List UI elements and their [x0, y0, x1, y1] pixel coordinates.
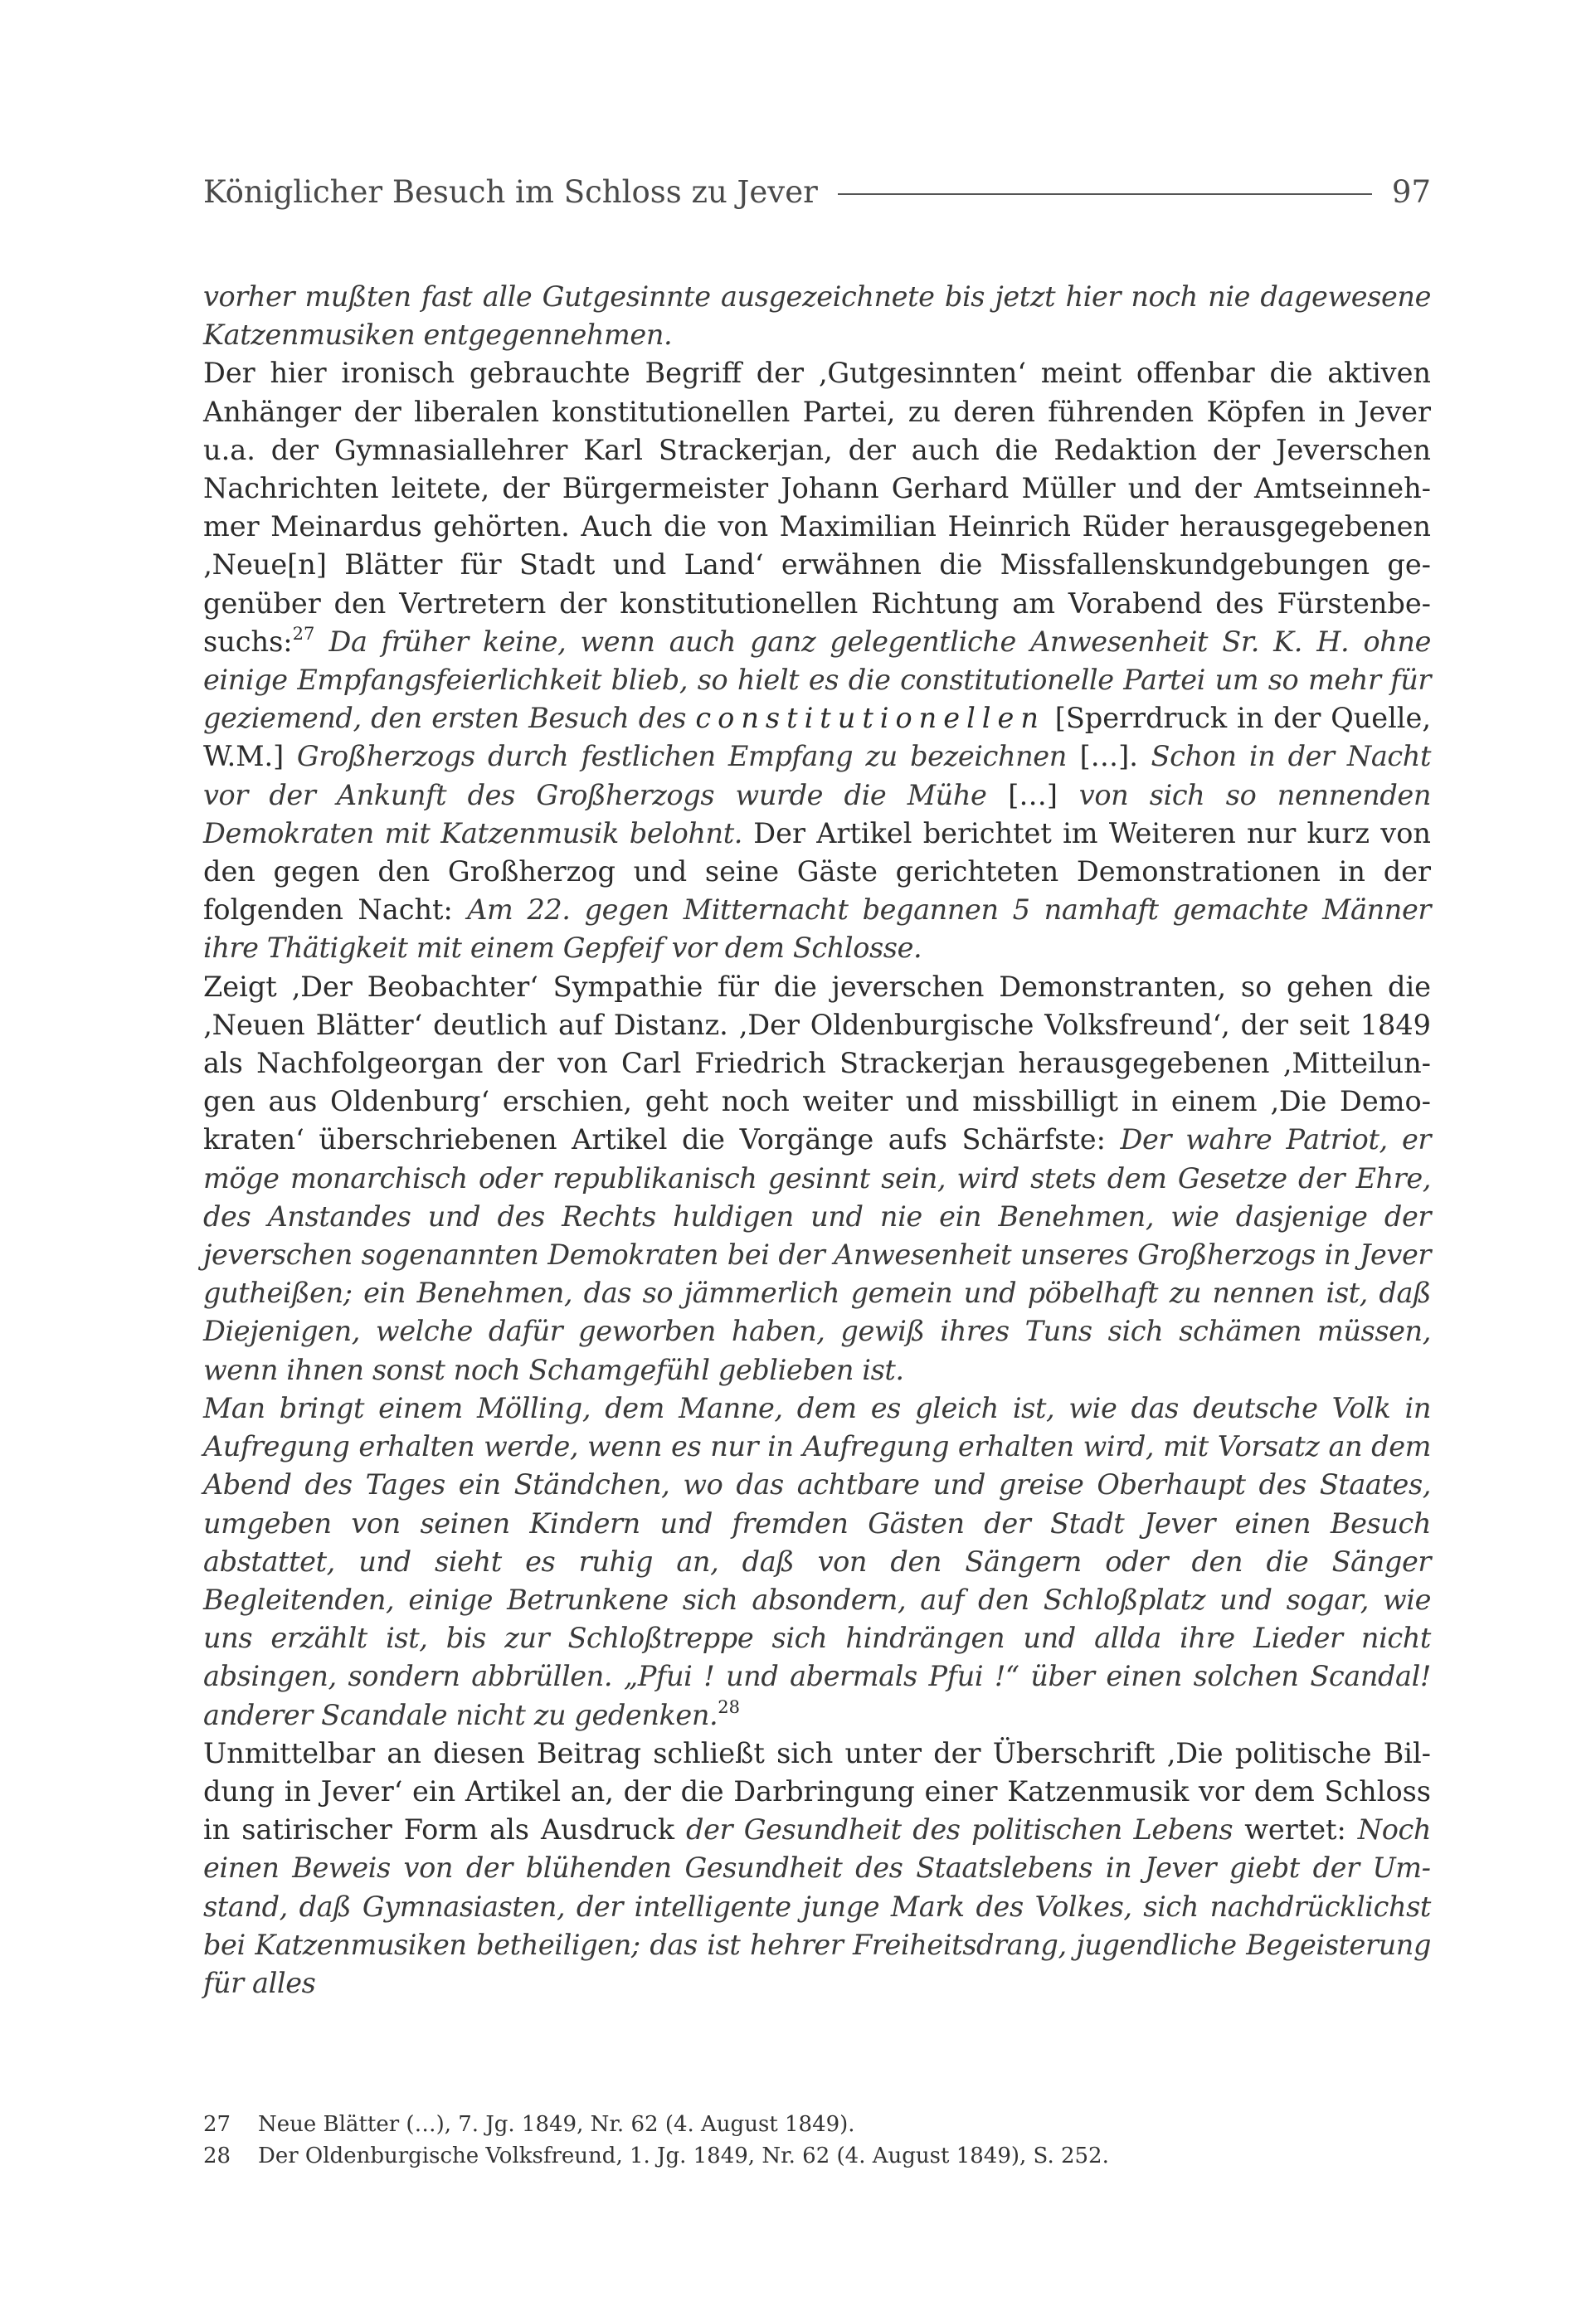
footnotes [203, 2109, 1431, 2172]
quote-text: von sich so nennenden Demokraten mit Katzenmusik belohnt. [203, 778, 1432, 849]
text-run: Der Artikel berichtet im Weiteren nur kurz von den gegen den Großherzog und seine Gäste gerichteten Demonstrationen in der folgenden Nacht: [203, 816, 1431, 927]
body-text [203, 278, 1431, 2003]
paragraph [203, 278, 1431, 354]
paragraph [203, 968, 1431, 1389]
quote-text: vorher mußten fast alle Gutgesinnte ausgezeichnete bis jetzt hier noch nie dagewesene Katzenmusiken entgegennehmen. [203, 280, 1431, 352]
quote-text: Da früher keine, wenn auch ganz gelegentliche Anwesenheit Sr. K. H. ohne einige Empfangsfeierlichkeit blieb, so hielt es die constitutionelle Partei um so mehr für geziemend, den ersten Besuch des [203, 625, 1431, 735]
text-run: Der hier ironisch gebrauchte Begriff der ‚Gutgesinnten‘ meint offenbar die aktiven Anhänger der liberalen konstitutionellen Partei, zu deren führenden Köpfen in Jever u.a. der Gymnasiallehrer Karl Strackerjan, der auch die Redaktion der Jeverschen Nachrichten leitete, der Bürgermeister Johann Gerhard Müller und der Amtseinnehmer Meinardus gehörten. Auch die von Maximilian Heinrich Rüder herausgegebenen ‚Neue[n] Blätter für Stadt und Land‘ erwähnen die Missfallenskundgebungen gegenüber den Vertretern der konstitutionellen Richtung am Vorabend des Fürstenbesuchs: [203, 357, 1431, 658]
footnote-ref: 28 [718, 1696, 740, 1717]
text-run: wertet: [1233, 1813, 1358, 1847]
text-run: [Sperrdruck in der Quelle, W.M.] [203, 702, 1431, 773]
footnote-ref: 27 [292, 623, 315, 644]
footnote [203, 2140, 1431, 2172]
quote-text: Schon in der Nacht vor der Ankunft des Großherzogs wurde die Mühe [203, 740, 1432, 811]
footnote-text: Neue Blätter (…), 7. Jg. 1849, Nr. 62 (4. August 1849). [258, 2112, 855, 2137]
paragraph [203, 1735, 1431, 2003]
quote-text: Großherzogs durch festlichen Empfang zu bezeichnen [296, 740, 1067, 773]
quote-text: der Gesundheit des politischen Lebens [686, 1813, 1233, 1847]
quote-text: Am 22. gegen Mitternacht begannen 5 namhaft gemachte Männer ihre Thätigkeit mit einem Gepfeif vor dem Schlosse. [203, 893, 1431, 965]
spaced-text: constitutionellen [695, 702, 1045, 735]
text-run: […]. [1066, 740, 1151, 773]
running-head-rule [838, 193, 1372, 195]
text-run: Zeigt ‚Der Beobachter‘ Sympathie für die jeverschen Demonstranten, so gehen die ‚Neuen Blätter‘ deutlich auf Distanz. ‚Der Oldenburgische Volksfreund‘, der seit 1849 als Nachfolgeorgan der von Carl Friedrich Strackerjan herausgegebenen ‚Mitteilungen aus Oldenburg‘ erschien, geht noch weiter und missbilligt in einem ‚Die Demokraten‘ überschriebenen Artikel die Vorgänge aufs Schärfste: [203, 970, 1431, 1156]
footnote-text: Der Oldenburgische Volksfreund, 1. Jg. 1849, Nr. 62 (4. August 1849), S. 252. [258, 2144, 1109, 2168]
text-run: Unmittelbar an diesen Beitrag schließt sich unter der Überschrift ‚Die politische Bildung in Jever‘ ein Artikel an, der die Darbringung einer Katzenmusik vor dem Schloss in satirischer Form als Ausdruck [203, 1736, 1431, 1847]
quote-text: Man bringt einem Mölling, dem Manne, dem es gleich ist, wie das deutsche Volk in Aufregung erhalten werde, wenn es nur in Aufregung erhalten wird, mit Vorsatz an dem Abend des Tages ein Ständchen, wo das achtbare und greise Oberhaupt des Staates, umgeben von seinen Kindern und fremden Gästen der Stadt Jever einen Besuch abstattet, und sieht es ruhig an, daß von den Sängern oder den die Sänger Begleitenden, einige Betrunkene sich absondern, auf den Schloßplatz und sogar, wie uns erzählt ist, bis zur Schloßtreppe sich hindrängen und allda ihre Lieder nicht absingen, sondern abbrüllen. „Pfui ! und abermals Pfui !“ über einen solchen Scandal! anderer Scandale nicht zu gedenken. [203, 1391, 1431, 1731]
quote-text: Der wahre Patriot, er möge monarchisch oder republikanisch gesinnt sein, wird stets dem Gesetze der Ehre, des Anstandes und des Rechts huldigen und nie ein Benehmen, wie dasjenige der jeverschen sogenannten Demokraten bei der Anwesenheit unseres Großherzogs in Jever gutheißen; ein Benehmen, das so jämmerlich gemein und pöbelhaft zu nennen ist, daß Diejenigen, welche dafür geworben haben, gewiß ihres Tuns sich schämen müssen, wenn ihnen sonst noch Schamgefühl geblieben ist. [203, 1123, 1432, 1386]
quote-text: Noch einen Beweis von der blühenden Gesundheit des Staatslebens in Jever giebt der Umstand, daß Gymnasiasten, der intelligente junge Mark des Volkes, sich nachdrücklichst bei Katzenmusiken betheiligen; das ist hehrer Freiheitsdrang, jugendliche Begeisterung für alles [203, 1813, 1431, 1999]
paragraph [203, 354, 1431, 967]
footnote-number: 27 [203, 2112, 231, 2137]
running-head-title: Königlicher Besuch im Schloss zu Jever [203, 174, 818, 210]
page-number: 97 [1391, 174, 1431, 210]
paragraph [203, 1389, 1431, 1735]
text-run: […] [986, 778, 1079, 811]
footnote-number: 28 [203, 2144, 231, 2168]
footnote [203, 2109, 1431, 2140]
running-head [203, 174, 1431, 210]
